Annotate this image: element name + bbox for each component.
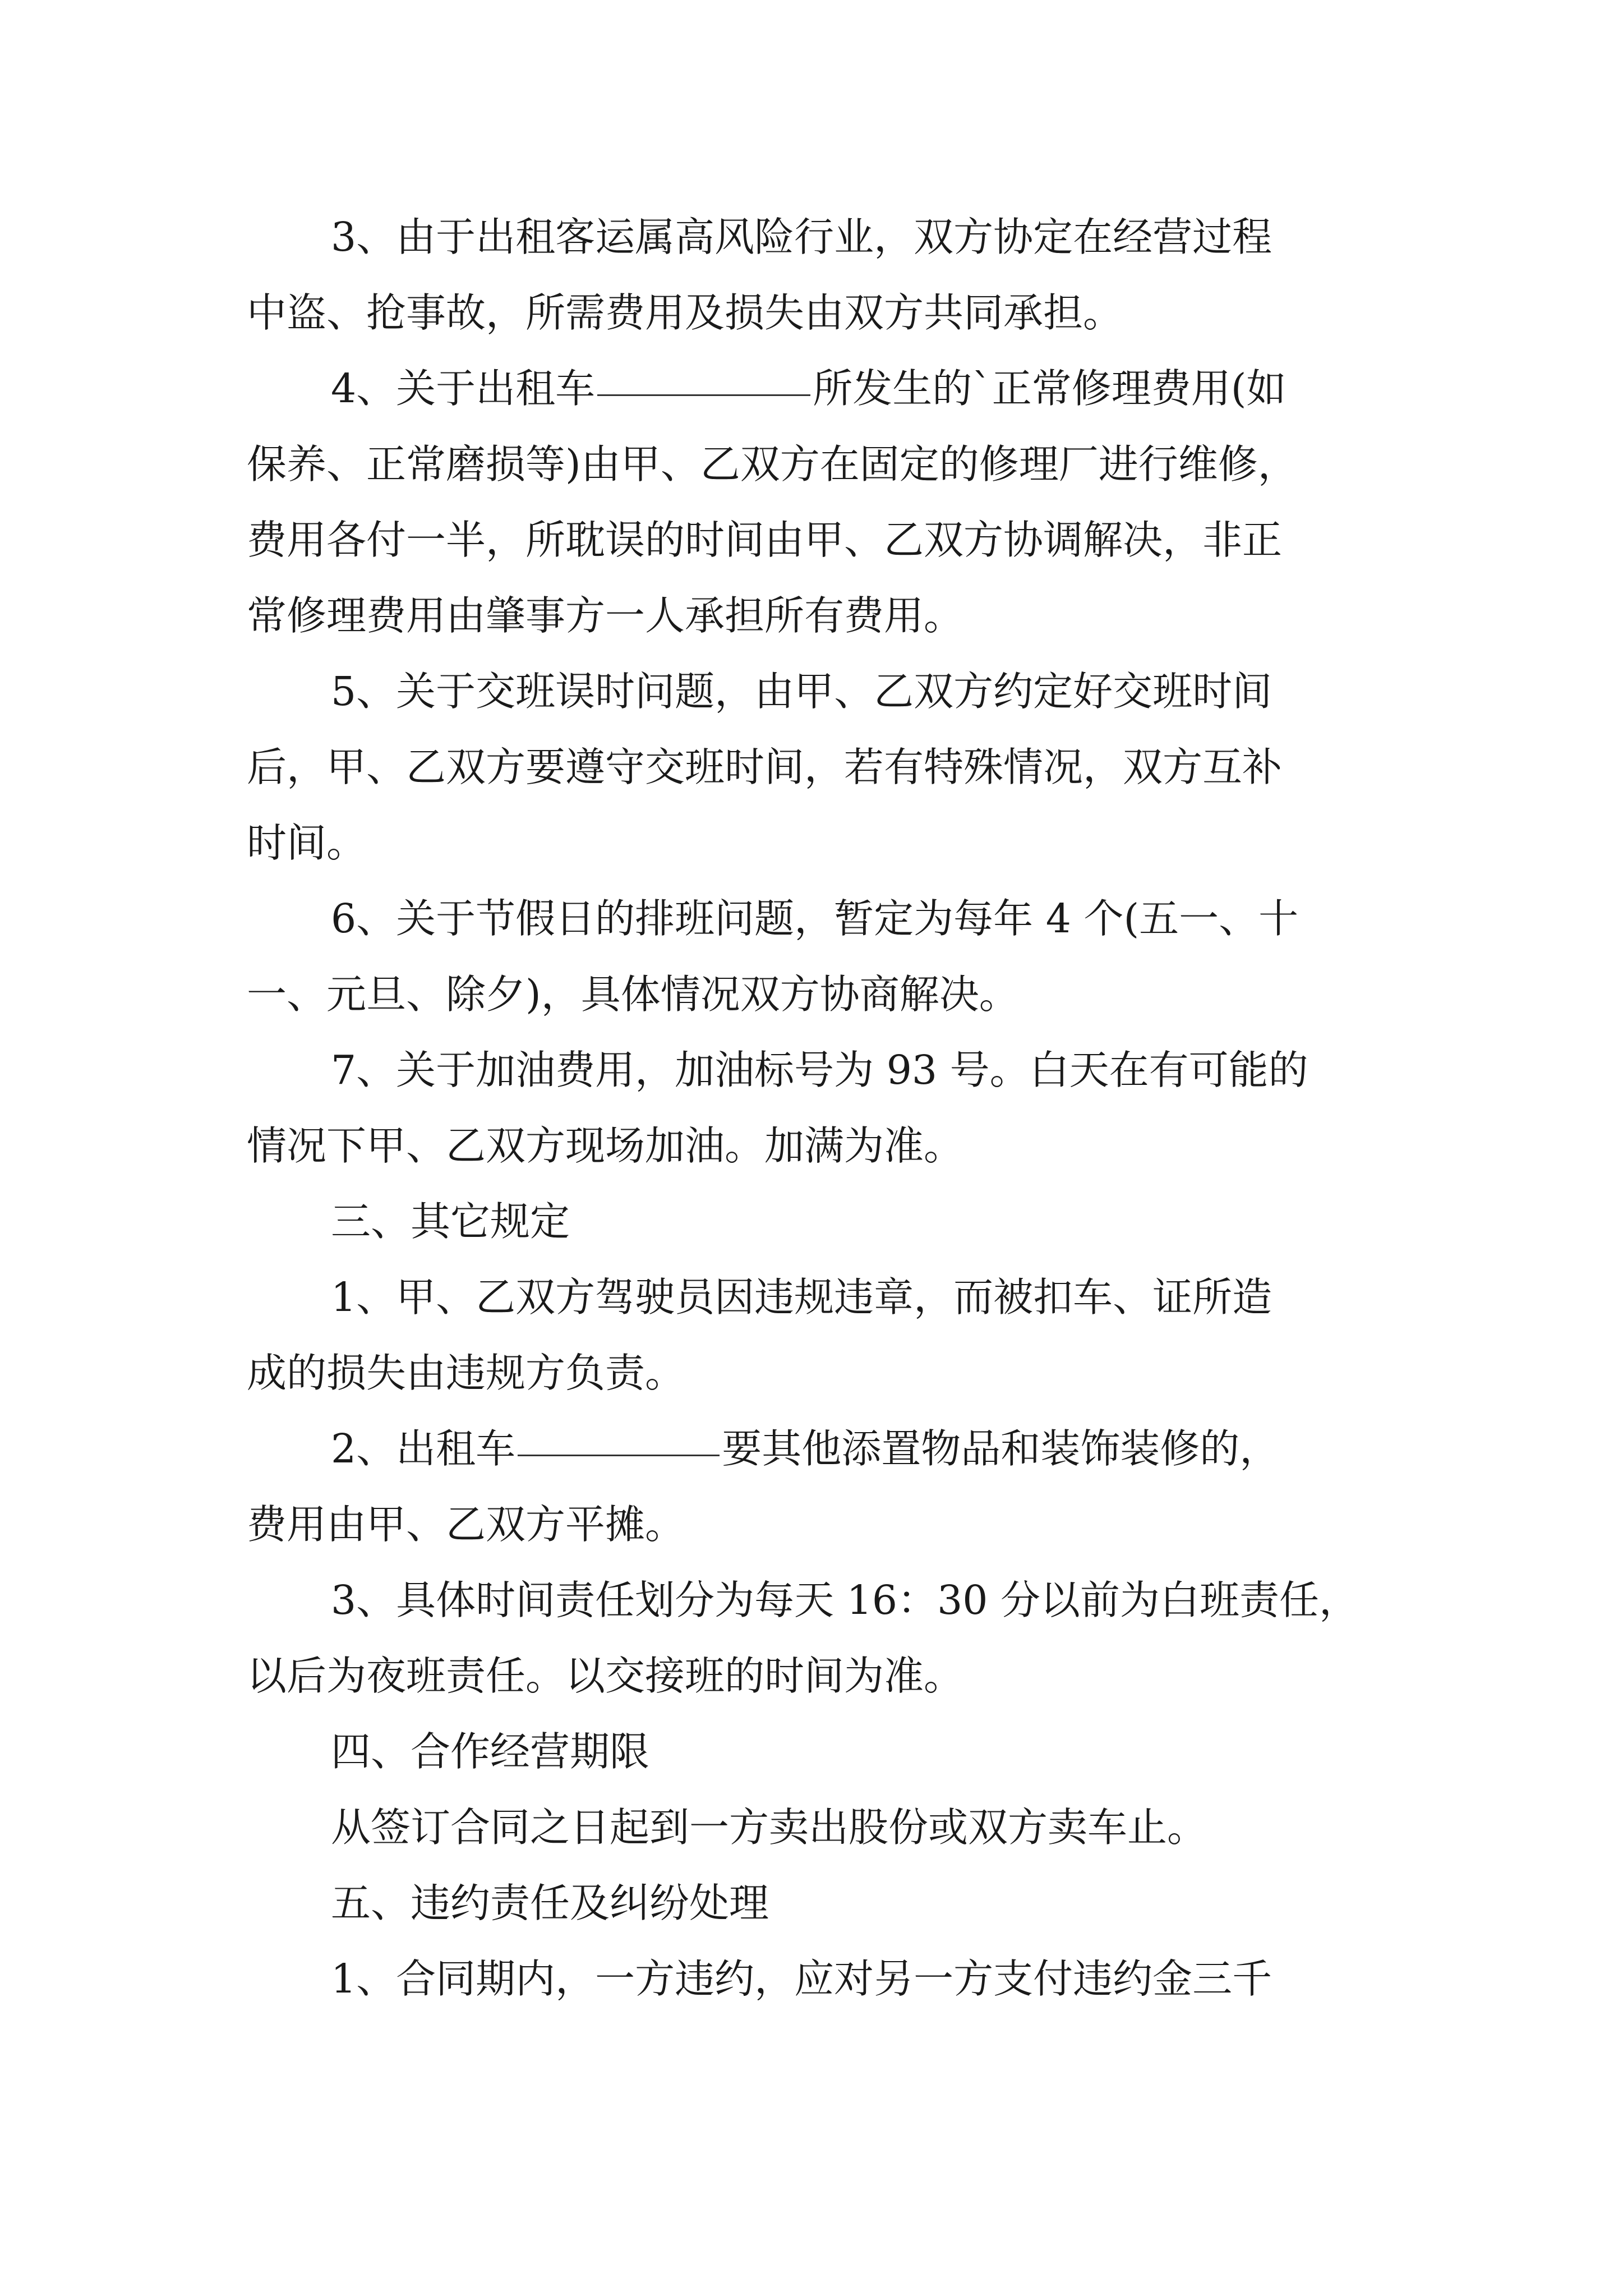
document-body bbox=[247, 199, 1402, 2017]
rule-1-line-1: 1、甲、乙双方驾驶员因违规违章，而被扣车、证所造 bbox=[331, 1274, 1272, 1320]
clause-4-line-1 bbox=[247, 351, 1402, 426]
section-5-heading: 五、违约责任及纠纷处理 bbox=[331, 1880, 769, 1926]
clause-5-line-2: 后，甲、乙双方要遵守交班时间，若有特殊情况，双方互补 bbox=[247, 744, 1283, 790]
section-5-clause-1: 1、合同期内，一方违约，应对另一方支付违约金三千 bbox=[331, 1955, 1272, 2002]
clause-3-line-1: 3、由于出租客运属高风险行业，双方协定在经营过程 bbox=[331, 214, 1272, 260]
rule-2-line-2: 费用由甲、乙双方平摊。 bbox=[247, 1501, 685, 1548]
clause-4-suffix: 所发生的`正常修理费用(如 bbox=[813, 365, 1287, 412]
clause-7-line-1: 7、关于加油费用，加油标号为 93 号。白天在有可能的 bbox=[331, 1047, 1308, 1093]
section-3-heading: 三、其它规定 bbox=[331, 1198, 570, 1245]
clause-6-line-1: 6、关于节假日的排班问题，暂定为每年 4 个(五一、十 bbox=[331, 895, 1299, 942]
clause-6-line-2: 一、元旦、除夕)，具体情况双方协商解决。 bbox=[247, 971, 1019, 1018]
section-4-body: 从签订合同之日起到一方卖出股份或双方卖车止。 bbox=[331, 1804, 1207, 1851]
rule-2-suffix: 要其他添置物品和装饰装修的， bbox=[722, 1425, 1280, 1472]
clause-4-line-4: 常修理费用由肇事方一人承担所有费用。 bbox=[247, 592, 964, 639]
rule-2-prefix: 2、出租车 bbox=[331, 1425, 516, 1472]
blank-underline bbox=[518, 1454, 720, 1456]
clause-4-line-2: 保养、正常磨损等)由甲、乙双方在固定的修理厂进行维修， bbox=[247, 441, 1298, 487]
clause-5-line-3: 时间。 bbox=[247, 820, 367, 866]
rule-2-line-1 bbox=[247, 1411, 1402, 1487]
clause-3-line-2: 中盗、抢事故，所需费用及损失由双方共同承担。 bbox=[247, 289, 1123, 336]
rule-1-line-2: 成的损失由违规方负责。 bbox=[247, 1350, 685, 1396]
blank-underline bbox=[597, 394, 810, 396]
rule-3-line-1: 3、具体时间责任划分为每天 16：30 分以前为白班责任， bbox=[331, 1577, 1359, 1623]
clause-5-line-1: 5、关于交班误时问题，由甲、乙双方约定好交班时间 bbox=[331, 668, 1272, 715]
section-4-heading: 四、合作经营期限 bbox=[331, 1728, 650, 1775]
rule-3-line-2: 以后为夜班责任。以交接班的时间为准。 bbox=[247, 1653, 964, 1699]
clause-7-line-2: 情况下甲、乙双方现场加油。加满为准。 bbox=[247, 1122, 964, 1169]
clause-4-line-3: 费用各付一半，所耽误的时间由甲、乙双方协调解决，非正 bbox=[247, 517, 1283, 563]
clause-4-prefix: 4、关于出租车 bbox=[331, 365, 596, 412]
